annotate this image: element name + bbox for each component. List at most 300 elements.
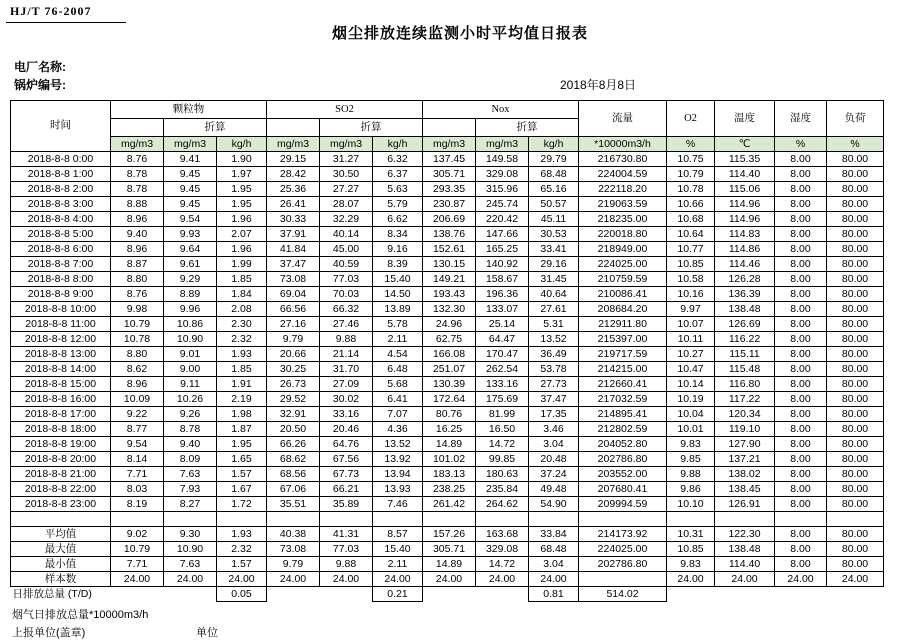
summary-value-0: 10.79 [111, 542, 164, 557]
cell-time: 2018-8-8 21:00 [11, 467, 111, 482]
cell-value-8: 36.49 [529, 347, 579, 362]
summary-value-7: 14.72 [476, 557, 529, 572]
cell-value-9: 217032.59 [579, 392, 667, 407]
cell-value-13: 80.00 [827, 332, 884, 347]
cell-value-8: 29.16 [529, 257, 579, 272]
table-row [11, 317, 884, 332]
unit-humidity: % [775, 137, 827, 152]
summary-value-0: 24.00 [111, 572, 164, 587]
cell-value-8: 50.57 [529, 197, 579, 212]
daily-total-flow: 514.02 [579, 587, 667, 602]
cell-value-8: 3.46 [529, 422, 579, 437]
cell-value-0: 10.09 [111, 392, 164, 407]
cell-value-10: 10.58 [667, 272, 715, 287]
summary-value-13: 80.00 [827, 557, 884, 572]
cell-value-6: 206.69 [423, 212, 476, 227]
summary-value-7: 329.08 [476, 542, 529, 557]
cell-value-6: 138.76 [423, 227, 476, 242]
cell-value-6: 101.02 [423, 452, 476, 467]
cell-value-4: 35.89 [320, 497, 373, 512]
cell-value-12: 8.00 [775, 182, 827, 197]
cell-value-13: 80.00 [827, 317, 884, 332]
table-row [11, 227, 884, 242]
cell-value-5: 4.36 [373, 422, 423, 437]
cell-value-13: 80.00 [827, 467, 884, 482]
table-row [11, 197, 884, 212]
header-time: 时间 [11, 101, 111, 152]
cell-value-5: 15.40 [373, 272, 423, 287]
cell-value-2: 1.85 [217, 272, 267, 287]
table-row [11, 242, 884, 257]
cell-value-9: 219717.59 [579, 347, 667, 362]
cell-value-8: 40.64 [529, 287, 579, 302]
cell-value-3: 37.91 [267, 227, 320, 242]
cell-value-8: 3.04 [529, 437, 579, 452]
cell-value-6: 24.96 [423, 317, 476, 332]
cell-value-1: 9.26 [164, 407, 217, 422]
table-row [11, 287, 884, 302]
plant-name-label: 电厂名称: [14, 60, 66, 74]
cell-value-4: 27.46 [320, 317, 373, 332]
cell-value-3: 73.08 [267, 272, 320, 287]
summary-value-2: 1.93 [217, 527, 267, 542]
cell-value-7: 196.36 [476, 287, 529, 302]
cell-value-11: 115.35 [715, 152, 775, 167]
cell-value-12: 8.00 [775, 272, 827, 287]
cell-value-0: 8.77 [111, 422, 164, 437]
cell-value-11: 120.34 [715, 407, 775, 422]
cell-value-2: 1.95 [217, 437, 267, 452]
footer-reporter-label: 上报单位(盖章) [12, 627, 86, 639]
cell-value-12: 8.00 [775, 167, 827, 182]
cell-value-13: 80.00 [827, 302, 884, 317]
cell-value-10: 10.07 [667, 317, 715, 332]
cell-time: 2018-8-8 5:00 [11, 227, 111, 242]
cell-value-11: 116.22 [715, 332, 775, 347]
cell-value-5: 13.92 [373, 452, 423, 467]
summary-row [11, 572, 884, 587]
cell-value-7: 158.67 [476, 272, 529, 287]
cell-value-9: 218235.00 [579, 212, 667, 227]
cell-time: 2018-8-8 10:00 [11, 302, 111, 317]
cell-time: 2018-8-8 14:00 [11, 362, 111, 377]
table-row [11, 377, 884, 392]
report-date: 2018年8月8日 [560, 78, 637, 92]
cell-value-12: 8.00 [775, 452, 827, 467]
summary-value-4: 24.00 [320, 572, 373, 587]
cell-value-2: 1.84 [217, 287, 267, 302]
cell-value-0: 7.71 [111, 467, 164, 482]
cell-value-7: 315.96 [476, 182, 529, 197]
table-row [11, 467, 884, 482]
cell-value-11: 115.11 [715, 347, 775, 362]
cell-time: 2018-8-8 8:00 [11, 272, 111, 287]
table-row [11, 182, 884, 197]
summary-value-3: 73.08 [267, 542, 320, 557]
cell-value-13: 80.00 [827, 437, 884, 452]
summary-value-3: 9.79 [267, 557, 320, 572]
daily-spacer [715, 587, 775, 602]
daily-total-so2: 0.21 [373, 587, 423, 602]
cell-value-2: 1.72 [217, 497, 267, 512]
cell-value-4: 66.32 [320, 302, 373, 317]
cell-value-13: 80.00 [827, 227, 884, 242]
summary-value-0: 7.71 [111, 557, 164, 572]
cell-value-6: 261.42 [423, 497, 476, 512]
summary-label: 样本数 [11, 572, 111, 587]
header-group-pm: 颗粒物 [111, 101, 267, 119]
cell-value-7: 175.69 [476, 392, 529, 407]
cell-value-2: 1.95 [217, 197, 267, 212]
header-group-so2: SO2 [267, 101, 423, 119]
cell-value-3: 20.66 [267, 347, 320, 362]
cell-value-12: 8.00 [775, 347, 827, 362]
cell-value-3: 68.56 [267, 467, 320, 482]
cell-value-1: 9.64 [164, 242, 217, 257]
cell-value-8: 33.41 [529, 242, 579, 257]
cell-value-5: 6.32 [373, 152, 423, 167]
cell-value-12: 8.00 [775, 362, 827, 377]
summary-value-12: 8.00 [775, 542, 827, 557]
cell-value-12: 8.00 [775, 302, 827, 317]
cell-value-12: 8.00 [775, 257, 827, 272]
summary-value-9: 202786.80 [579, 557, 667, 572]
cell-value-7: 170.47 [476, 347, 529, 362]
spacer-cell [579, 512, 667, 527]
summary-row [11, 542, 884, 557]
cell-value-4: 27.27 [320, 182, 373, 197]
cell-value-10: 10.47 [667, 362, 715, 377]
summary-value-6: 157.26 [423, 527, 476, 542]
daily-spacer [111, 587, 164, 602]
daily-spacer [164, 587, 217, 602]
unit-pm-mgm3: mg/m3 [111, 137, 164, 152]
cell-value-1: 8.09 [164, 452, 217, 467]
cell-value-11: 114.86 [715, 242, 775, 257]
cell-value-0: 9.98 [111, 302, 164, 317]
summary-value-9: 224025.00 [579, 542, 667, 557]
summary-value-4: 77.03 [320, 542, 373, 557]
summary-value-11: 24.00 [715, 572, 775, 587]
summary-value-2: 1.57 [217, 557, 267, 572]
cell-value-3: 41.84 [267, 242, 320, 257]
cell-time: 2018-8-8 4:00 [11, 212, 111, 227]
summary-label: 平均值 [11, 527, 111, 542]
cell-value-7: 64.47 [476, 332, 529, 347]
cell-value-0: 8.62 [111, 362, 164, 377]
cell-value-8: 68.48 [529, 167, 579, 182]
header-group-humidity: 湿度 [775, 101, 827, 137]
unit-so2-mgm3: mg/m3 [267, 137, 320, 152]
cell-value-10: 9.86 [667, 482, 715, 497]
daily-total-pm: 0.05 [217, 587, 267, 602]
spacer-cell [373, 512, 423, 527]
summary-value-8: 24.00 [529, 572, 579, 587]
daily-spacer [827, 587, 884, 602]
cell-value-9: 212802.59 [579, 422, 667, 437]
cell-value-10: 9.88 [667, 467, 715, 482]
cell-value-10: 10.79 [667, 167, 715, 182]
cell-value-7: 99.85 [476, 452, 529, 467]
cell-value-10: 10.85 [667, 257, 715, 272]
summary-value-3: 24.00 [267, 572, 320, 587]
spacer-cell [775, 512, 827, 527]
cell-time: 2018-8-8 17:00 [11, 407, 111, 422]
unit-nox-mgm3: mg/m3 [423, 137, 476, 152]
header-sub-so2-converted: 折算 [320, 119, 423, 137]
cell-value-0: 8.14 [111, 452, 164, 467]
spacer-cell [111, 512, 164, 527]
cell-value-2: 1.99 [217, 257, 267, 272]
summary-value-5: 2.11 [373, 557, 423, 572]
cell-value-3: 20.50 [267, 422, 320, 437]
cell-value-2: 1.93 [217, 347, 267, 362]
cell-value-9: 207680.41 [579, 482, 667, 497]
cell-value-7: 16.50 [476, 422, 529, 437]
cell-value-4: 9.88 [320, 332, 373, 347]
table-row [11, 497, 884, 512]
cell-value-6: 238.25 [423, 482, 476, 497]
cell-value-12: 8.00 [775, 242, 827, 257]
unit-pm-conv-mgm3: mg/m3 [164, 137, 217, 152]
cell-value-11: 119.10 [715, 422, 775, 437]
summary-value-7: 163.68 [476, 527, 529, 542]
cell-value-6: 130.15 [423, 257, 476, 272]
cell-value-2: 2.32 [217, 332, 267, 347]
spacer-cell [217, 512, 267, 527]
cell-value-13: 80.00 [827, 212, 884, 227]
cell-time: 2018-8-8 11:00 [11, 317, 111, 332]
summary-value-13: 24.00 [827, 572, 884, 587]
table-row [11, 272, 884, 287]
unit-so2-conv-mgm3: mg/m3 [320, 137, 373, 152]
summary-value-12: 8.00 [775, 527, 827, 542]
header-sub-nox-blank [423, 119, 476, 137]
footer-note: 烟气日排放总量*10000m3/h [12, 609, 149, 621]
cell-value-10: 9.85 [667, 452, 715, 467]
cell-value-3: 29.52 [267, 392, 320, 407]
cell-time: 2018-8-8 22:00 [11, 482, 111, 497]
cell-value-11: 116.80 [715, 377, 775, 392]
cell-value-4: 33.16 [320, 407, 373, 422]
cell-value-8: 37.47 [529, 392, 579, 407]
cell-value-2: 1.91 [217, 377, 267, 392]
cell-value-6: 230.87 [423, 197, 476, 212]
cell-value-6: 80.76 [423, 407, 476, 422]
cell-value-10: 10.64 [667, 227, 715, 242]
cell-value-2: 1.57 [217, 467, 267, 482]
cell-value-5: 6.37 [373, 167, 423, 182]
cell-value-1: 8.78 [164, 422, 217, 437]
cell-value-7: 220.42 [476, 212, 529, 227]
unit-temperature: ℃ [715, 137, 775, 152]
summary-value-1: 7.63 [164, 557, 217, 572]
cell-value-4: 30.50 [320, 167, 373, 182]
summary-value-8: 68.48 [529, 542, 579, 557]
cell-value-6: 172.64 [423, 392, 476, 407]
summary-value-0: 9.02 [111, 527, 164, 542]
cell-value-0: 8.76 [111, 152, 164, 167]
cell-time: 2018-8-8 6:00 [11, 242, 111, 257]
summary-value-2: 24.00 [217, 572, 267, 587]
cell-value-12: 8.00 [775, 287, 827, 302]
cell-value-8: 53.78 [529, 362, 579, 377]
summary-value-11: 122.30 [715, 527, 775, 542]
cell-value-13: 80.00 [827, 347, 884, 362]
cell-value-9: 222118.20 [579, 182, 667, 197]
cell-value-11: 117.22 [715, 392, 775, 407]
cell-value-5: 8.34 [373, 227, 423, 242]
cell-value-0: 9.54 [111, 437, 164, 452]
cell-value-6: 183.13 [423, 467, 476, 482]
cell-value-9: 209994.59 [579, 497, 667, 512]
summary-value-10: 24.00 [667, 572, 715, 587]
cell-value-6: 193.43 [423, 287, 476, 302]
cell-value-13: 80.00 [827, 257, 884, 272]
cell-value-2: 2.08 [217, 302, 267, 317]
cell-value-5: 7.46 [373, 497, 423, 512]
cell-value-3: 27.16 [267, 317, 320, 332]
header-sub-pm-blank [111, 119, 164, 137]
cell-value-1: 9.45 [164, 197, 217, 212]
cell-value-11: 126.69 [715, 317, 775, 332]
summary-value-9 [579, 572, 667, 587]
table-row [11, 302, 884, 317]
daily-total-label: 日排放总量 (T/D) [12, 588, 92, 601]
cell-value-13: 80.00 [827, 152, 884, 167]
cell-value-10: 10.27 [667, 347, 715, 362]
summary-label: 最小值 [11, 557, 111, 572]
summary-value-5: 15.40 [373, 542, 423, 557]
cell-value-2: 1.97 [217, 167, 267, 182]
cell-value-9: 208684.20 [579, 302, 667, 317]
table-row [11, 422, 884, 437]
cell-value-7: 245.74 [476, 197, 529, 212]
cell-value-11: 114.96 [715, 212, 775, 227]
cell-value-3: 66.26 [267, 437, 320, 452]
cell-value-1: 9.54 [164, 212, 217, 227]
unit-pm-kgh: kg/h [217, 137, 267, 152]
summary-value-12: 24.00 [775, 572, 827, 587]
cell-time: 2018-8-8 12:00 [11, 332, 111, 347]
cell-value-3: 30.33 [267, 212, 320, 227]
cell-value-1: 10.26 [164, 392, 217, 407]
summary-value-11: 138.48 [715, 542, 775, 557]
cell-value-0: 10.78 [111, 332, 164, 347]
cell-value-1: 9.45 [164, 167, 217, 182]
cell-value-9: 204052.80 [579, 437, 667, 452]
cell-value-4: 30.02 [320, 392, 373, 407]
cell-value-11: 138.02 [715, 467, 775, 482]
cell-value-8: 30.53 [529, 227, 579, 242]
summary-value-13: 80.00 [827, 527, 884, 542]
cell-value-6: 137.45 [423, 152, 476, 167]
cell-value-9: 210086.41 [579, 287, 667, 302]
cell-value-0: 8.80 [111, 347, 164, 362]
table-group-header-row [11, 101, 884, 119]
cell-value-1: 9.00 [164, 362, 217, 377]
cell-value-10: 10.77 [667, 242, 715, 257]
cell-value-11: 114.96 [715, 197, 775, 212]
cell-value-3: 26.41 [267, 197, 320, 212]
cell-value-12: 8.00 [775, 377, 827, 392]
cell-time: 2018-8-8 16:00 [11, 392, 111, 407]
cell-value-8: 29.79 [529, 152, 579, 167]
cell-value-2: 1.96 [217, 212, 267, 227]
summary-value-1: 24.00 [164, 572, 217, 587]
cell-value-2: 1.67 [217, 482, 267, 497]
summary-value-10: 9.83 [667, 557, 715, 572]
cell-value-2: 1.95 [217, 182, 267, 197]
cell-value-10: 10.75 [667, 152, 715, 167]
spacer-cell [667, 512, 715, 527]
cell-value-2: 2.07 [217, 227, 267, 242]
cell-value-4: 31.27 [320, 152, 373, 167]
cell-value-7: 264.62 [476, 497, 529, 512]
footer-unit-label: 单位 [196, 627, 218, 639]
cell-value-7: 165.25 [476, 242, 529, 257]
spacer-cell [320, 512, 373, 527]
cell-value-1: 9.40 [164, 437, 217, 452]
cell-value-12: 8.00 [775, 392, 827, 407]
cell-value-2: 1.65 [217, 452, 267, 467]
cell-value-3: 9.79 [267, 332, 320, 347]
cell-value-12: 8.00 [775, 437, 827, 452]
cell-value-10: 10.68 [667, 212, 715, 227]
cell-value-9: 214895.41 [579, 407, 667, 422]
cell-value-4: 67.56 [320, 452, 373, 467]
summary-value-8: 33.84 [529, 527, 579, 542]
summary-value-2: 2.32 [217, 542, 267, 557]
cell-value-5: 5.78 [373, 317, 423, 332]
cell-value-10: 10.66 [667, 197, 715, 212]
cell-value-6: 251.07 [423, 362, 476, 377]
cell-value-3: 69.04 [267, 287, 320, 302]
cell-value-4: 70.03 [320, 287, 373, 302]
cell-value-11: 126.91 [715, 497, 775, 512]
cell-value-4: 32.29 [320, 212, 373, 227]
table-row [11, 257, 884, 272]
cell-time: 2018-8-8 18:00 [11, 422, 111, 437]
daily-spacer [320, 587, 373, 602]
cell-value-12: 8.00 [775, 482, 827, 497]
cell-value-4: 40.14 [320, 227, 373, 242]
cell-value-7: 262.54 [476, 362, 529, 377]
cell-value-9: 212911.80 [579, 317, 667, 332]
cell-value-4: 28.07 [320, 197, 373, 212]
daily-spacer [667, 587, 715, 602]
cell-value-1: 10.86 [164, 317, 217, 332]
cell-value-8: 37.24 [529, 467, 579, 482]
cell-value-1: 10.90 [164, 332, 217, 347]
cell-value-8: 54.90 [529, 497, 579, 512]
cell-time: 2018-8-8 23:00 [11, 497, 111, 512]
cell-value-0: 9.40 [111, 227, 164, 242]
cell-value-9: 224004.59 [579, 167, 667, 182]
unit-nox-kgh: kg/h [529, 137, 579, 152]
table-row [11, 392, 884, 407]
table-row [11, 347, 884, 362]
cell-value-4: 27.09 [320, 377, 373, 392]
cell-value-2: 1.90 [217, 152, 267, 167]
cell-value-7: 329.08 [476, 167, 529, 182]
cell-value-12: 8.00 [775, 407, 827, 422]
cell-value-5: 13.89 [373, 302, 423, 317]
cell-value-2: 2.30 [217, 317, 267, 332]
summary-row [11, 527, 884, 542]
cell-value-7: 81.99 [476, 407, 529, 422]
summary-value-6: 305.71 [423, 542, 476, 557]
